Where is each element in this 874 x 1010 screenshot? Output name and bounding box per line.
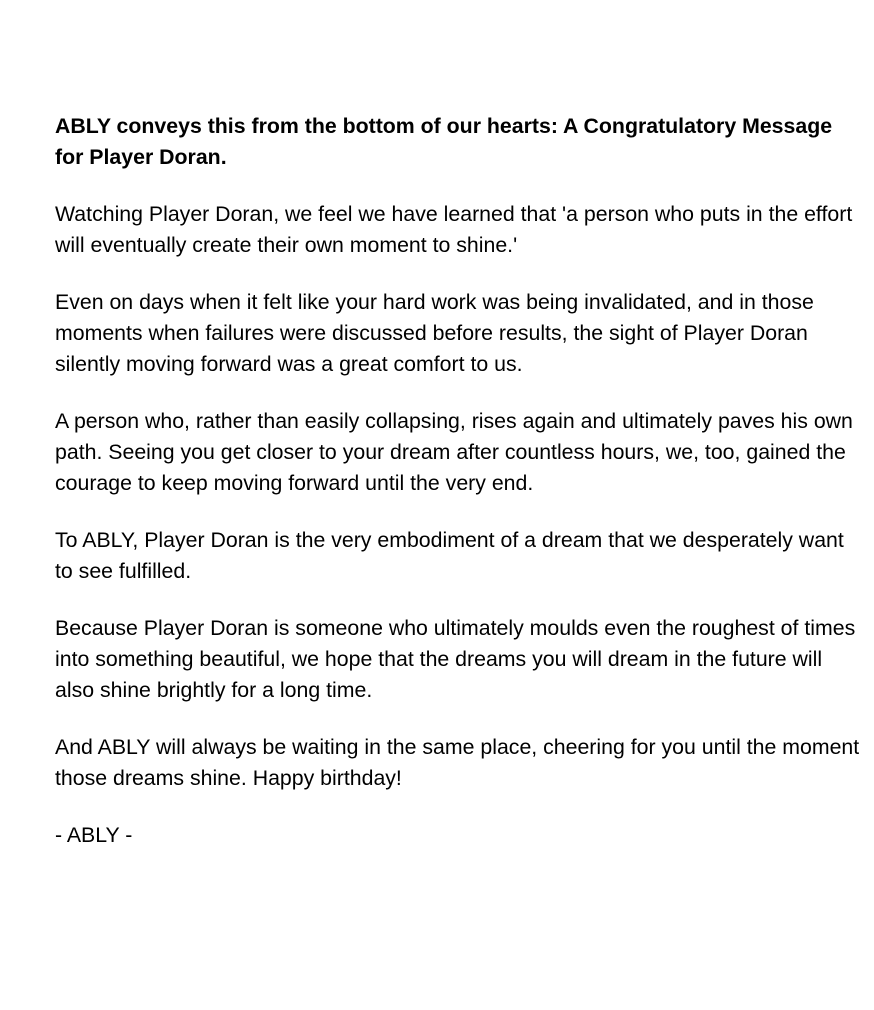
letter-title: ABLY conveys this from the bottom of our hearts: A Congratulatory Message for Player Doran. (55, 114, 833, 169)
signature: - ABLY - (55, 823, 133, 847)
letter-paragraph: And ABLY will always be waiting in the same place, cheering for you until the moment those dreams shine. Happy birthday! (55, 735, 860, 790)
letter-paragraph: A person who, rather than easily collapsing, rises again and ultimately paves his own path. Seeing you get closer to your dream after countless hours, we, too, gained the courage to keep moving forward until the very end. (55, 409, 853, 495)
letter (55, 111, 860, 877)
letter-paragraph: Even on days when it felt like your hard work was being invalidated, and in those moments when failures were discussed before results, the sight of Player Doran silently moving forward was a great comfort to us. (55, 290, 814, 376)
letter-paragraph: To ABLY, Player Doran is the very embodiment of a dream that we desperately want to see fulfilled. (55, 528, 844, 583)
letter-paragraph: Watching Player Doran, we feel we have learned that 'a person who puts in the effort will eventually create their own moment to shine.' (55, 202, 853, 257)
letter-paragraph: Because Player Doran is someone who ultimately moulds even the roughest of times into something beautiful, we hope that the dreams you will dream in the future will also shine brightly for a long time. (55, 616, 856, 702)
